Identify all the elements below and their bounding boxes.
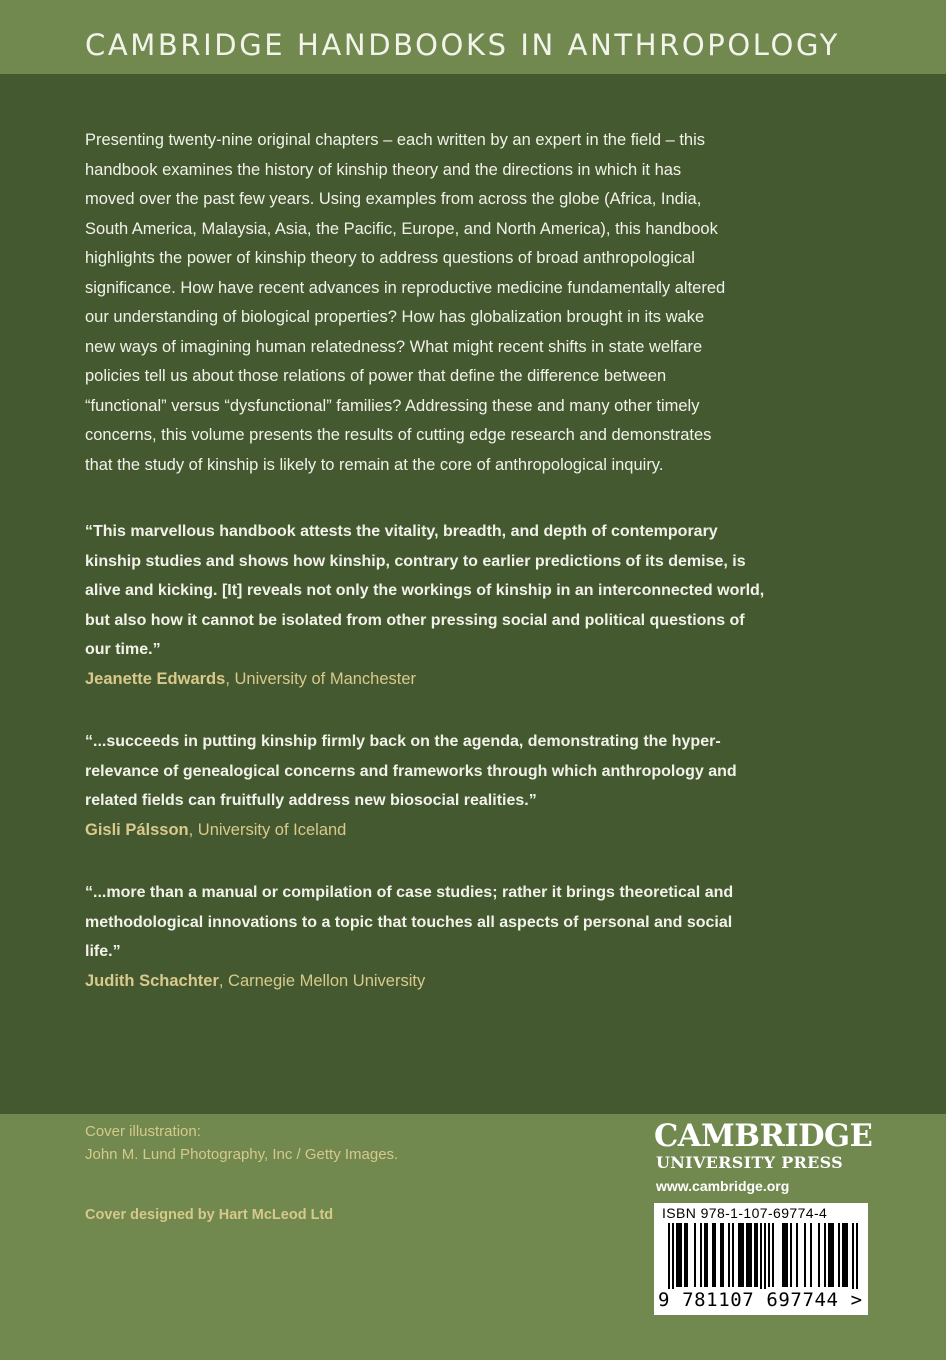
barcode-bar (830, 1223, 832, 1287)
blurb-line: handbook examines the history of kinship theory and the directions in which it has (85, 160, 682, 179)
quote-author: Judith Schachter (85, 971, 219, 990)
barcode-bar (704, 1223, 706, 1287)
barcode-bar (720, 1223, 722, 1287)
cover-illustration-label: Cover illustration: (85, 1123, 201, 1140)
blurb-line: significance. How have recent advances in reproductive medicine fundamentally altered (85, 278, 726, 297)
back-cover-text (85, 126, 875, 996)
barcode-bar (694, 1223, 696, 1287)
barcode-bar (684, 1223, 686, 1287)
barcode-bar (838, 1223, 840, 1287)
barcode-bar (842, 1223, 844, 1287)
barcode-bar (784, 1223, 786, 1287)
blurb-line: South America, Malaysia, Asia, the Pacific, Europe, and North America), this handbook (85, 219, 718, 238)
cover-illustration-credit: John M. Lund Photography, Inc / Getty Images. (85, 1146, 399, 1163)
barcode-bar (764, 1223, 766, 1289)
quote-affiliation: , University of Manchester (225, 669, 417, 688)
barcode-bar (686, 1223, 688, 1287)
blurb-line: highlights the power of kinship theory to address questions of broad anthropological (85, 249, 695, 267)
blurb (85, 126, 875, 480)
barcode-bar (790, 1223, 792, 1287)
barcode-bar (832, 1223, 834, 1287)
quote-author: Jeanette Edwards (85, 669, 226, 688)
barcode-bar (768, 1223, 770, 1287)
publisher-logo-name: CAMBRIDGE (654, 1118, 873, 1154)
barcode-bar (740, 1223, 742, 1287)
quote-line: our time.” (85, 641, 161, 658)
quote-line: relevance of genealogical concerns and frameworks through which anthropology and (85, 762, 737, 780)
barcode-bar (748, 1223, 750, 1287)
barcode-bar (742, 1223, 744, 1287)
blurb-line: that the study of kinship is likely to remain at the core of anthropological inquiry. (85, 455, 664, 474)
barcode-bar (852, 1223, 854, 1289)
barcode-bar (804, 1223, 806, 1287)
endorsement-quote (85, 727, 875, 845)
barcode-bar (706, 1223, 708, 1287)
publisher-logo-subname: UNIVERSITY PRESS (656, 1153, 843, 1172)
isbn-number: ISBN 978-1-107-69774-4 (662, 1205, 828, 1221)
quote-line: “...succeeds in putting kinship firmly back on the agenda, demonstrating the hyper- (85, 733, 721, 750)
barcode-bar (676, 1223, 678, 1287)
barcode-bar (678, 1223, 680, 1287)
barcode-bar (750, 1223, 752, 1287)
quote-attribution (85, 816, 875, 846)
barcode-bar (714, 1223, 716, 1287)
quote-line: methodological innovations to a topic that touches all aspects of personal and social (85, 913, 733, 931)
blurb-line: moved over the past few years. Using examples from across the globe (Africa, India, (85, 190, 702, 208)
quote-affiliation: , Carnegie Mellon University (218, 971, 426, 990)
blurb-line: our understanding of biological properties? How has globalization brought in its wake (85, 308, 705, 326)
barcode-bar (732, 1223, 734, 1287)
barcode-digits: 9 781107 697744 > (658, 1289, 863, 1311)
barcode-bars (654, 1223, 868, 1289)
barcode-bar (844, 1223, 846, 1287)
barcode-bar (760, 1223, 762, 1289)
barcode-bar (846, 1223, 848, 1287)
isbn-barcode (654, 1203, 868, 1315)
series-header-band (0, 0, 946, 74)
barcode-bar (828, 1223, 830, 1287)
barcode-bar (738, 1223, 740, 1287)
barcode-bar (818, 1223, 820, 1287)
barcode-bar (796, 1223, 798, 1287)
barcode-bar (754, 1223, 756, 1287)
barcode-bar (810, 1223, 812, 1287)
barcode-bar (772, 1223, 774, 1287)
barcode-bar (668, 1223, 670, 1289)
quote-line: kinship studies and shows how kinship, contrary to earlier predictions of its demise, is (85, 552, 746, 570)
endorsement-quote (85, 878, 875, 996)
blurb-line: policies tell us about those relations of power that define the difference between (85, 367, 667, 385)
barcode-bar (782, 1223, 784, 1287)
quote-line: alive and kicking. [It] reveals not only the workings of kinship in an interconnected world, (85, 582, 765, 599)
quote-line: but also how it cannot be isolated from other pressing social and political questions of (85, 611, 745, 629)
series-title: CAMBRIDGE HANDBOOKS IN ANTHROPOLOGY (85, 28, 840, 62)
endorsement-quote (85, 517, 875, 694)
quote-line: related fields can fruitfully address new biosocial realities.” (85, 792, 537, 809)
barcode-bar (712, 1223, 714, 1287)
barcode-bar (700, 1223, 702, 1287)
cover-designer-credit: Cover designed by Hart McLeod Ltd (85, 1207, 334, 1223)
barcode-bar (728, 1223, 730, 1287)
barcode-bar (756, 1223, 758, 1287)
blurb-line: Presenting twenty-nine original chapters – each written by an expert in the field – this (85, 131, 706, 149)
barcode-bar (746, 1223, 748, 1287)
barcode-bar (786, 1223, 788, 1287)
blurb-line: concerns, this volume presents the results of cutting edge research and demonstrates (85, 426, 712, 444)
barcode-bar (722, 1223, 724, 1287)
quote-attribution (85, 967, 875, 997)
blurb-line: new ways of imagining human relatedness? What might recent shifts in state welfare (85, 337, 703, 356)
barcode-bar (680, 1223, 682, 1287)
publisher-url: www.cambridge.org (656, 1178, 790, 1194)
quote-author: Gisli Pálsson (85, 820, 189, 839)
quote-line: “This marvellous handbook attests the vitality, breadth, and depth of contemporary (85, 523, 718, 540)
blurb-line: “functional” versus “dysfunctional” families? Addressing these and many other timely (85, 396, 700, 415)
barcode-bar (672, 1223, 674, 1289)
quote-line: life.” (85, 943, 121, 960)
barcode-bar (856, 1223, 858, 1289)
quote-attribution (85, 665, 875, 695)
quote-affiliation: , University of Iceland (188, 820, 347, 839)
barcode-bar (824, 1223, 826, 1287)
quote-line: “...more than a manual or compilation of case studies; rather it brings theoretical and (85, 884, 734, 901)
